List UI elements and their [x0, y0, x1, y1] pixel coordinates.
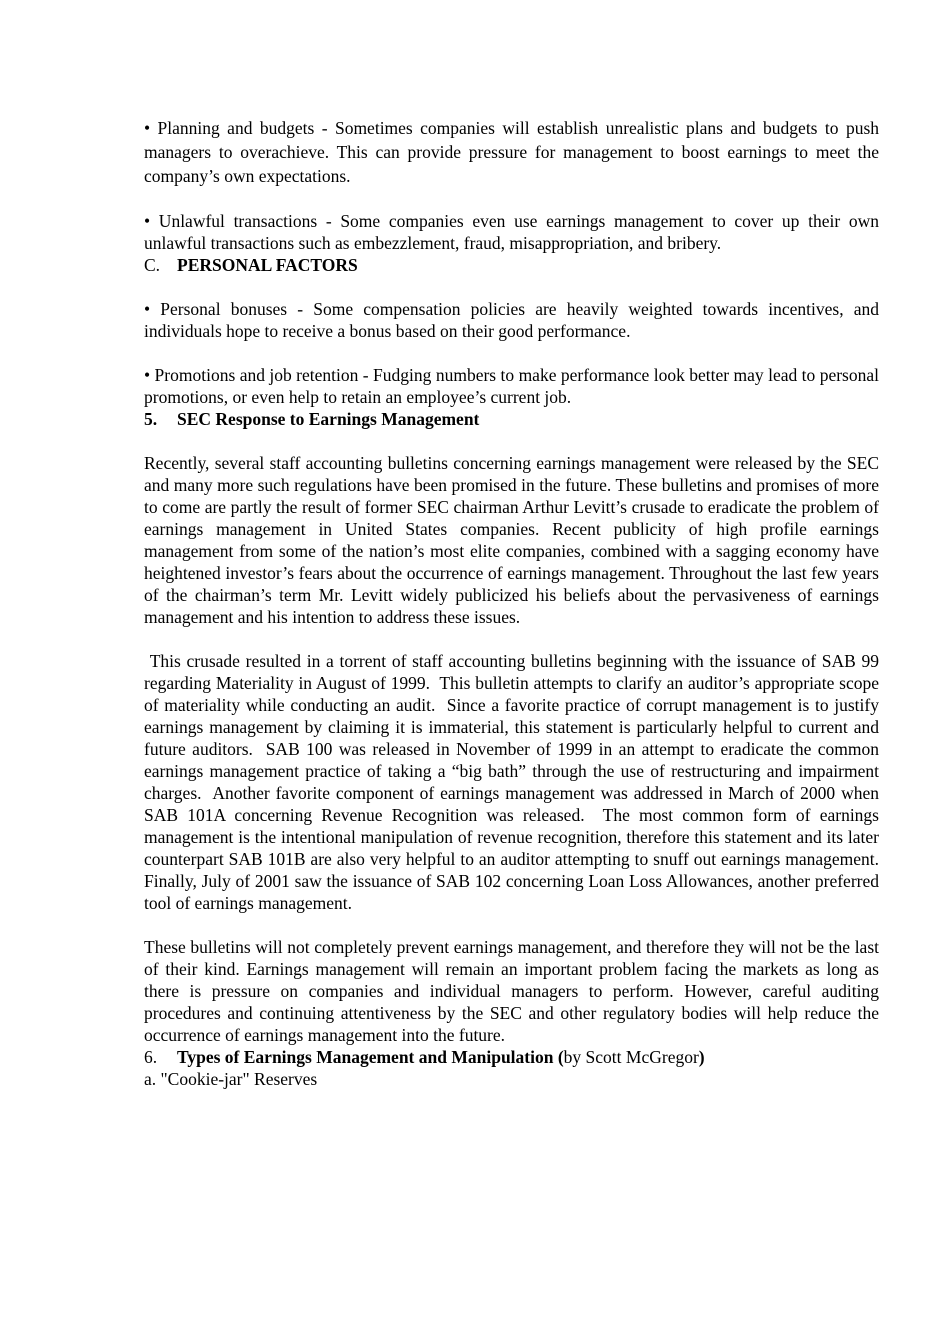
section-6-subitem-a: a. "Cookie-jar" Reserves	[144, 1069, 318, 1089]
bullet-planning-budgets: • Planning and budgets - Sometimes companies will establish unrealistic plans and budgets to push managers to overachieve. This can provide pressure for management to boost earnings to meet the company’s own expectations.	[144, 118, 879, 186]
bullet-promotions: • Promotions and job retention - Fudging numbers to make performance look better may lead to personal promotions, or even help to retain an employee’s current job.	[144, 365, 879, 407]
section-c-title: PERSONAL FACTORS	[177, 255, 358, 275]
section-5-title: SEC Response to Earnings Management	[177, 409, 480, 429]
section-6-title: Types of Earnings Management and Manipulation	[177, 1047, 554, 1067]
document-page	[144, 116, 888, 1090]
section-6-number: 6.	[144, 1047, 158, 1067]
section-5-paragraph-2: This crusade resulted in a torrent of staff accounting bulletins beginning with the issuance of SAB 99 regarding Materiality in August of 1999. This bulletin attempts to clarify an auditor’s appropriate scope of materiality while conducting an audit. Since a favorite practice of corrupt management is to justify earnings management by claiming it is immaterial, this statement is particularly helpful to current and future auditors. SAB 100 was released in November of 1999 in an attempt to eradicate the common earnings management practice of taking a “big bath” through the use of restructuring and impairment charges. Another favorite component of earnings management was addressed in March of 2000 when SAB 101A concerning Revenue Recognition was released. The most common form of earnings management is the intentional manipulation of revenue recognition, therefore this statement and its later counterpart SAB 101B are also very helpful to an auditor attempting to snuff out earnings management. Finally, July of 2001 saw the issuance of SAB 102 concerning Loan Loss Allowances, another preferred tool of earnings management.	[144, 651, 888, 913]
section-5-number: 5.	[144, 409, 158, 429]
section-5-paragraph-1: Recently, several staff accounting bulletins concerning earnings management were released by the SEC and many more such regulations have been promised in the future. These bulletins and promises of more to come are partly the result of former SEC chairman Arthur Levitt’s crusade to eradicate the problem of earnings management in United States companies. Recent publicity of high profile earnings management from some of the nation’s most elite companies, combined with a sagging economy have heightened investor’s fears about the occurrence of earnings management. Throughout the last few years of the chairman’s term Mr. Levitt widely publicized his beliefs about the pervasiveness of earnings management and his intention to address these issues.	[144, 453, 879, 627]
bullet-unlawful-transactions: • Unlawful transactions - Some companies even use earnings management to cover up their own unlawful transactions such as embezzlement, fraud, misappropriation, and bribery.	[144, 211, 879, 253]
bullet-personal-bonuses: • Personal bonuses - Some compensation policies are heavily weighted towards incentives, and individuals hope to receive a bonus based on their good performance.	[144, 299, 879, 341]
section-6-heading	[144, 1046, 879, 1068]
section-c-number: C.	[144, 255, 161, 275]
section-c-heading	[144, 254, 879, 276]
section-5-paragraph-3: These bulletins will not completely prevent earnings management, and therefore they will not be the last of their kind. Earnings management will remain an important problem facing the markets as long as there is pressure on companies and individual managers to perform. However, careful auditing procedures and continuing attentiveness by the SEC and other regulatory bodies will help reduce the occurrence of earnings management into the future.	[144, 937, 879, 1045]
section-5-heading	[144, 408, 879, 430]
section-6-paren-close: )	[698, 1047, 705, 1067]
section-6-author: by Scott McGregor	[563, 1047, 699, 1067]
section-6-paren-open: (	[557, 1047, 564, 1067]
